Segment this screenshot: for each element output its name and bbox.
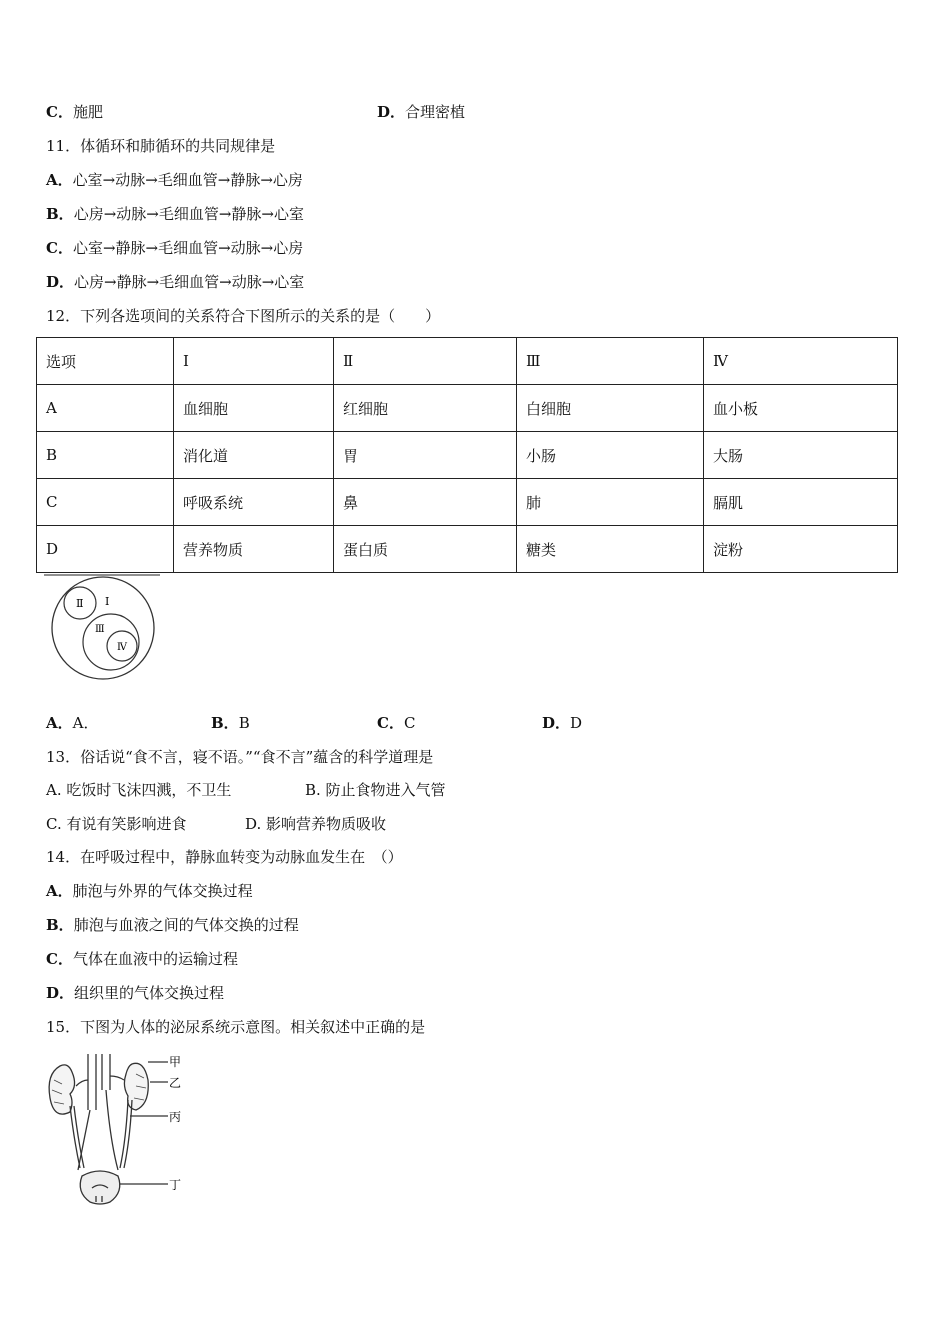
- option-text: 肺泡与血液之间的气体交换的过程: [73, 916, 299, 934]
- option-label: D．: [46, 273, 75, 291]
- option-text: 肺泡与外界的气体交换过程: [72, 882, 253, 900]
- q11-option-b: [46, 204, 304, 224]
- table-row: [37, 479, 898, 526]
- option-label: B．: [46, 916, 74, 934]
- table-cell: 膈肌: [704, 479, 898, 526]
- bladder-shape: [80, 1171, 120, 1204]
- q13-option-d: D. 影响营养物质吸收: [245, 815, 387, 833]
- option-label: D．: [377, 103, 406, 121]
- table-header-cell: Ⅲ: [517, 338, 704, 385]
- table-cell: A: [37, 385, 174, 432]
- option-text: 合理密植: [405, 103, 466, 121]
- q10-option-c: [46, 102, 103, 122]
- option-text: D: [570, 714, 583, 732]
- table-cell: 消化道: [174, 432, 334, 479]
- option-label: A．: [46, 171, 73, 189]
- q15-stem: 15．下图为人体的泌尿系统示意图。相关叙述中正确的是: [46, 1018, 426, 1036]
- label-bing: 丙: [169, 1110, 182, 1124]
- q11-option-d: [46, 272, 304, 292]
- q11-option-c: [46, 238, 303, 258]
- table-cell: 小肠: [517, 432, 704, 479]
- table-cell: 血小板: [704, 385, 898, 432]
- table-cell: 血细胞: [174, 385, 334, 432]
- table-cell: 营养物质: [174, 526, 334, 573]
- option-text: 施肥: [72, 103, 103, 121]
- left-kidney-shape: [49, 1065, 74, 1114]
- q10-option-d: [377, 102, 465, 122]
- table-cell: 鼻: [334, 479, 517, 526]
- option-text: 心室→动脉→毛细血管→静脉→心房: [72, 171, 303, 189]
- option-text: 心室→静脉→毛细血管→动脉→心房: [72, 239, 304, 257]
- table-cell: B: [37, 432, 174, 479]
- table-cell: C: [37, 479, 174, 526]
- option-label: D．: [46, 984, 75, 1002]
- table-row: [37, 385, 898, 432]
- option-text: A．: [72, 714, 99, 732]
- circle-iii-label: Ⅲ: [95, 624, 105, 635]
- q14-option-d: [46, 983, 224, 1003]
- label-ding: 丁: [169, 1178, 182, 1192]
- table-row: [37, 526, 898, 573]
- table-header-row: [37, 338, 898, 385]
- table-cell: 淀粉: [704, 526, 898, 573]
- q12-option-d: [542, 713, 582, 733]
- q12-venn-diagram: [44, 574, 162, 686]
- q13-stem: 13．俗话说“食不言，寝不语。”“食不言”蕴含的科学道理是: [46, 748, 434, 766]
- right-ureter: [120, 1100, 132, 1168]
- q12-option-c: [377, 713, 415, 733]
- option-label: C．: [46, 103, 73, 121]
- table-header-cell: Ⅱ: [334, 338, 517, 385]
- table-cell: 大肠: [704, 432, 898, 479]
- table-cell: 胃: [334, 432, 517, 479]
- option-label: B．: [46, 205, 74, 223]
- option-label: A．: [46, 882, 73, 900]
- option-text: 心房→静脉→毛细血管→动脉→心室: [74, 273, 305, 291]
- table-cell: 红细胞: [334, 385, 517, 432]
- renal-vessel: [76, 1076, 124, 1086]
- option-text: 心房→动脉→毛细血管→静脉→心室: [73, 205, 304, 223]
- option-label: A．: [46, 714, 73, 732]
- q14-option-a: [46, 881, 253, 901]
- table-cell: 白细胞: [517, 385, 704, 432]
- circle-iv-label: Ⅳ: [117, 642, 127, 653]
- table-cell: 蛋白质: [334, 526, 517, 573]
- label-yi: 乙: [169, 1076, 182, 1090]
- option-label: D．: [542, 714, 571, 732]
- q13-option-c: C. 有说有笑影响进食: [46, 815, 187, 833]
- option-text: 气体在血液中的运输过程: [72, 950, 238, 968]
- option-label: B．: [211, 714, 239, 732]
- circle-i-label: Ⅰ: [105, 595, 110, 608]
- table-cell: D: [37, 526, 174, 573]
- q14-option-b: [46, 915, 299, 935]
- pelvic-vessel: [78, 1090, 118, 1170]
- q12-option-a: [46, 713, 98, 733]
- circle-iii: [83, 614, 139, 670]
- option-text: C: [403, 714, 416, 732]
- option-text: B: [238, 714, 250, 732]
- q12-stem: 12．下列各选项间的关系符合下图所示的关系的是（ ）: [46, 307, 441, 325]
- q11-option-a: [46, 170, 303, 190]
- table-cell: 肺: [517, 479, 704, 526]
- table-header-cell: Ⅳ: [704, 338, 898, 385]
- table-row: [37, 432, 898, 479]
- table-cell: 糖类: [517, 526, 704, 573]
- q12-relation-table: [36, 337, 898, 573]
- table-header-cell: Ⅰ: [174, 338, 334, 385]
- q14-option-c: [46, 949, 238, 969]
- option-label: C．: [46, 239, 73, 257]
- table-cell: 呼吸系统: [174, 479, 334, 526]
- q11-stem: 11．体循环和肺循环的共同规律是: [46, 137, 276, 155]
- option-label: C．: [377, 714, 404, 732]
- left-ureter: [70, 1106, 84, 1168]
- q13-option-b: B. 防止食物进入气管: [305, 781, 446, 799]
- option-text: 组织里的气体交换过程: [74, 984, 225, 1002]
- table-header-cell: 选项: [37, 338, 174, 385]
- q14-stem: 14．在呼吸过程中，静脉血转变为动脉血发生在 （）: [46, 848, 403, 866]
- q12-option-b: [211, 713, 250, 733]
- label-jia: 甲: [169, 1055, 182, 1069]
- circle-ii-label: Ⅱ: [76, 597, 84, 610]
- option-label: C．: [46, 950, 73, 968]
- q15-urinary-system-diagram: [44, 1050, 194, 1208]
- q13-option-a: A. 吃饭时飞沫四溅，不卫生: [46, 781, 232, 799]
